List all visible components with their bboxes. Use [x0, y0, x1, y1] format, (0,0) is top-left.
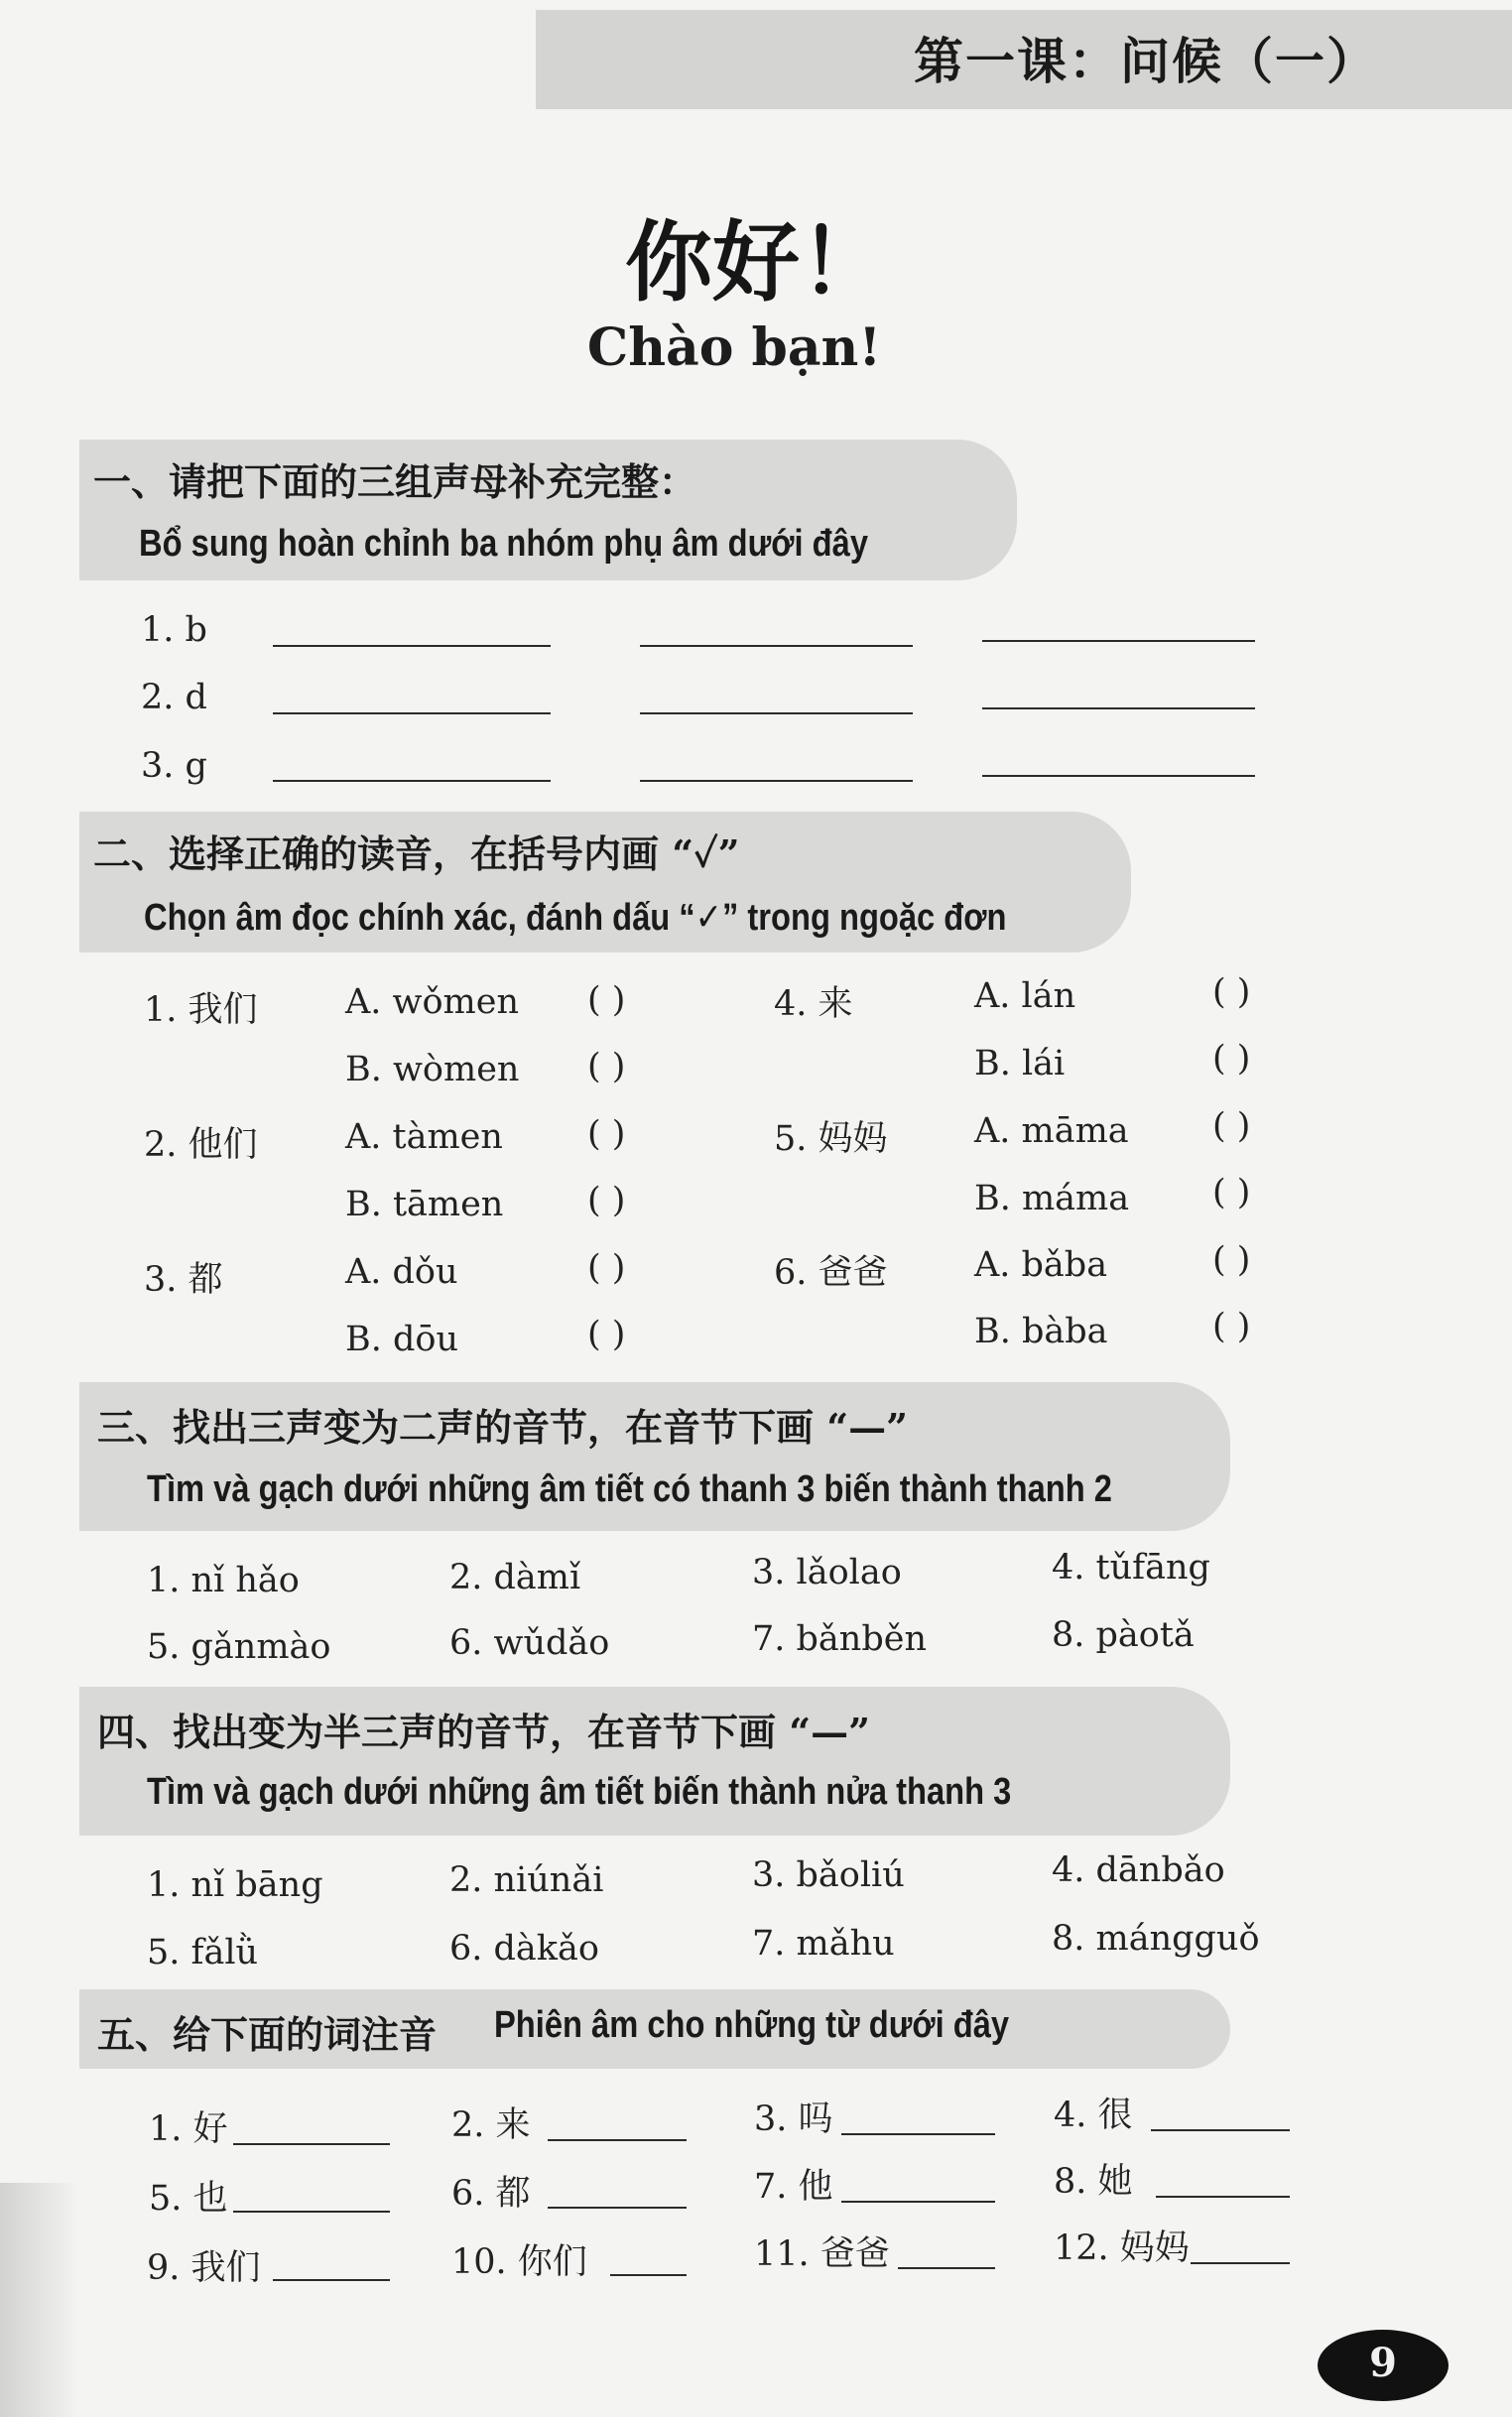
s2-paren[interactable]: ( ) [587, 1181, 626, 1220]
s2-word-3: 3. 都 [144, 1260, 223, 1300]
s3-item: 7. bǎnběn [752, 1619, 927, 1659]
s2-paren[interactable]: ( ) [1212, 972, 1251, 1012]
s3-item: 5. gǎnmào [147, 1627, 331, 1667]
s5-item: 3. 吗 [754, 2099, 833, 2139]
s1-blank[interactable] [982, 640, 1255, 642]
s5-blank[interactable] [1191, 2262, 1290, 2264]
s2-paren[interactable]: ( ) [1212, 1039, 1251, 1079]
s5-item: 2. 来 [451, 2105, 531, 2145]
s4-item: 3. bǎoliú [752, 1855, 905, 1895]
s2-word-2: 2. 他们 [144, 1125, 258, 1165]
s2-paren[interactable]: ( ) [1212, 1240, 1251, 1280]
s5-blank[interactable] [841, 2201, 995, 2203]
s2-option-5b: B. máma [974, 1179, 1130, 1218]
section1-heading-zh: 一、请把下面的三组声母补充完整： [93, 459, 697, 504]
s2-option-4a: A. lán [974, 976, 1076, 1016]
section2-heading-zh: 二、选择正确的读音，在括号内画 “✓” [93, 831, 740, 876]
s2-paren[interactable]: ( ) [587, 1315, 626, 1354]
s3-item: 8. pàotǎ [1052, 1615, 1195, 1655]
s3-item: 4. tǔfāng [1052, 1548, 1210, 1588]
s5-blank[interactable] [610, 2274, 687, 2276]
s5-blank[interactable] [233, 2211, 390, 2213]
s5-blank[interactable] [898, 2267, 995, 2269]
s4-item: 6. dàkǎo [449, 1929, 599, 1969]
section4-heading-vi: Tìm và gạch dưới những âm tiết biến thành nửa thanh 3 [147, 1771, 1012, 1813]
s2-option-3b: B. dōu [345, 1320, 458, 1359]
s2-option-4b: B. lái [974, 1044, 1066, 1083]
main-subtitle: Chào bạn! [586, 318, 882, 378]
page-number-badge [1318, 2330, 1449, 2401]
s2-word-5: 5. 妈妈 [774, 1119, 888, 1159]
s5-item: 4. 很 [1054, 2096, 1133, 2135]
s2-option-3a: A. dǒu [345, 1252, 458, 1292]
s3-item: 2. dàmǐ [449, 1558, 581, 1597]
s5-blank[interactable] [841, 2133, 995, 2135]
s5-item: 8. 她 [1054, 2162, 1133, 2202]
s1-blank[interactable] [273, 712, 551, 714]
s4-item: 1. nǐ bāng [147, 1865, 323, 1905]
s2-paren[interactable]: ( ) [1212, 1307, 1251, 1346]
s1-blank[interactable] [640, 645, 913, 647]
s3-item: 6. wǔdǎo [449, 1623, 610, 1663]
s4-item: 5. fǎlǜ [147, 1933, 259, 1972]
s5-blank[interactable] [1151, 2129, 1290, 2131]
section3-heading-vi: Tìm và gạch dưới những âm tiết có thanh 3 biến thành thanh 2 [147, 1468, 1112, 1510]
s2-paren[interactable]: ( ) [587, 1114, 626, 1154]
s5-blank[interactable] [548, 2207, 687, 2209]
s2-paren[interactable]: ( ) [587, 1248, 626, 1288]
s1-blank[interactable] [982, 775, 1255, 777]
s1-blank[interactable] [640, 780, 913, 782]
s5-item: 5. 也 [149, 2179, 228, 2219]
s5-item: 10. 你们 [451, 2242, 587, 2282]
s5-item: 12. 妈妈 [1054, 2228, 1190, 2268]
s2-option-2a: A. tàmen [345, 1117, 503, 1157]
page-shadow [0, 2183, 79, 2417]
s1-blank[interactable] [982, 707, 1255, 709]
s2-word-4: 4. 来 [774, 984, 853, 1024]
s4-item: 2. niúnǎi [449, 1860, 604, 1900]
s5-item: 6. 都 [451, 2174, 531, 2214]
section3-heading-zh: 三、找出三声变为二声的音节，在音节下画 “—” [97, 1405, 908, 1450]
section2-heading-vi: Chọn âm đọc chính xác, đánh dấu “✓” trong ngoặc đơn [144, 897, 1007, 939]
s5-item: 7. 他 [754, 2167, 833, 2207]
s2-option-6b: B. bàba [974, 1312, 1108, 1351]
s5-blank[interactable] [548, 2139, 687, 2141]
s2-option-2b: B. tāmen [345, 1185, 504, 1224]
s1-item-1: 1. b [141, 610, 207, 650]
s2-option-6a: A. bǎba [974, 1245, 1108, 1285]
s5-item: 1. 好 [149, 2109, 228, 2149]
s1-item-3: 3. g [141, 746, 207, 786]
main-title: 你好！ [624, 211, 887, 314]
s2-paren[interactable]: ( ) [587, 1047, 626, 1086]
s4-item: 8. mángguǒ [1052, 1919, 1260, 1959]
s2-option-5a: A. māma [974, 1111, 1129, 1151]
section1-heading-vi: Bổ sung hoàn chỉnh ba nhóm phụ âm dưới đây [139, 523, 869, 565]
section5-heading-zh: 五、给下面的词注音 [97, 2012, 438, 2057]
s5-item: 11. 爸爸 [754, 2234, 890, 2274]
s5-blank[interactable] [1156, 2196, 1290, 2198]
s1-blank[interactable] [273, 645, 551, 647]
section5-heading-vi: Phiên âm cho những từ dưới đây [494, 2004, 1010, 2046]
s4-item: 7. mǎhu [752, 1924, 895, 1964]
page-number: 9 [1369, 2340, 1397, 2386]
s2-word-1: 1. 我们 [144, 990, 258, 1030]
s1-item-2: 2. d [141, 678, 207, 717]
s2-paren[interactable]: ( ) [1212, 1106, 1251, 1146]
s2-option-1a: A. wǒmen [345, 982, 519, 1022]
s2-word-6: 6. 爸爸 [774, 1253, 888, 1293]
s5-blank[interactable] [233, 2143, 390, 2145]
s3-item: 3. lǎolao [752, 1553, 902, 1592]
s2-paren[interactable]: ( ) [587, 980, 626, 1020]
s5-blank[interactable] [273, 2279, 390, 2281]
s4-item: 4. dānbǎo [1052, 1850, 1225, 1890]
s3-item: 1. nǐ hǎo [147, 1561, 300, 1600]
s1-blank[interactable] [273, 780, 551, 782]
s5-item: 9. 我们 [147, 2248, 261, 2288]
s1-blank[interactable] [640, 712, 913, 714]
section4-heading-zh: 四、找出变为半三声的音节，在音节下画 “—” [97, 1710, 870, 1754]
s2-option-1b: B. wòmen [345, 1050, 520, 1089]
lesson-title: 第一课：问候（一） [914, 33, 1378, 90]
s2-paren[interactable]: ( ) [1212, 1173, 1251, 1212]
